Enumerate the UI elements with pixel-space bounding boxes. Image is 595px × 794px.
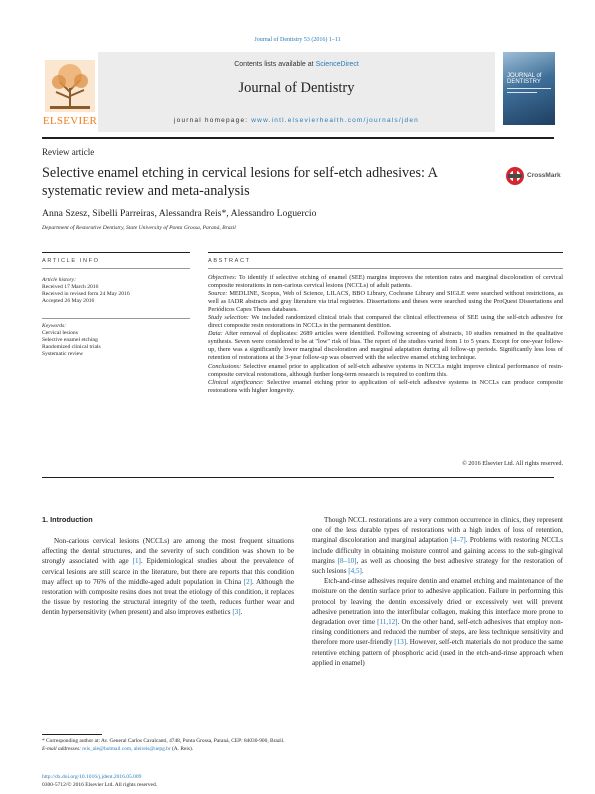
abstract-copyright: © 2016 Elsevier Ltd. All rights reserved. (462, 460, 563, 467)
footnote (42, 738, 294, 753)
corresponding-author: * Corresponding author at: Av. General Carlos Cavalcanti, 4748, Ponta Grossa, Paraná, CEP: 84030-900, Brazil. (42, 738, 285, 744)
abstract-rule (208, 252, 563, 253)
running-header[interactable]: Journal of Dentistry 53 (2016) 1–11 (254, 37, 341, 43)
paragraph-text: . Problems with restoring NCCLs include difficulty in obtaining moisture control and gaining access to the sub-gingival margins (312, 536, 563, 565)
homepage-link[interactable]: www.intl.elsevierhealth.com/journals/jden (251, 117, 419, 124)
paragraph-text: Non-carious cervical lesions (NCCLs) are among the most frequent situations affecting the dental structures, and the severity of such condition was shown to be strongly associated with age (42, 537, 294, 566)
affiliation: Department of Restorative Dentistry, State University of Ponta Grossa, Paraná, Brazil (42, 225, 236, 231)
journal-title: Journal of Dentistry (238, 80, 355, 96)
article-title: Selective enamel etching in cervical lesions for self-etch adhesives: A systematic review and meta-analysis (42, 165, 438, 199)
history-item: Accepted 26 May 2016 (42, 298, 95, 304)
keyword-item: Systematic review (42, 351, 84, 357)
keyword-item: Randomized clinical trials (42, 344, 101, 350)
article-info-subrule (42, 268, 190, 269)
citation-link[interactable]: [3] (232, 608, 241, 617)
citation-link[interactable]: [13] (394, 638, 407, 647)
keyword-item: Cervical lesions (42, 330, 78, 336)
elsevier-logo (42, 58, 98, 131)
journal-homepage (98, 117, 495, 124)
abstract-objectives: Objectives: To identify if selective etching of enamel (SEE) margins improves the retention rates and marginal discoloration of cervical composite restorations in non-carious cervical lesions (NCCLs) of adult patients. (208, 274, 563, 290)
keyword-item: Selective enamel etching (42, 337, 98, 343)
section-heading-introduction: 1. Introduction (42, 515, 93, 524)
crossmark-badge[interactable] (505, 166, 567, 186)
email-links[interactable]: reis_ale@hotmail.com, aleireis@uepg.br (82, 745, 171, 752)
body-paragraph (312, 515, 563, 576)
doi-block (42, 773, 294, 789)
masthead-rule (42, 137, 554, 139)
abstract-conclusions: Conclusions: Selective enamel prior to application of self-etch adhesive systems in NCCLs might improve clinical performance of resin-composite cervical restorations, although further long-term research is required to confirm this. (208, 362, 563, 378)
cover-title: JOURNAL of DENTISTRY (507, 73, 542, 85)
abstract-end-rule (42, 477, 554, 478)
article-info-rule (42, 252, 190, 253)
abstract-body (208, 274, 563, 395)
history-label: Article history: (42, 277, 77, 283)
keywords-label: Keywords: (42, 323, 67, 329)
citation-link[interactable]: [11,12] (377, 618, 398, 627)
abstract-clinical-significance: Clinical significance: Selective enamel etching prior to application of self-etch adhesive systems in NCCLs can produce composite restorations with higher longevity. (208, 378, 563, 394)
citation-link[interactable]: [4,5] (348, 567, 362, 576)
paragraph-text: . On the other hand, self-etch adhesives that employ non-rinsing conditioners and reduced the number of steps, are less technique sensitivity and therefore more user-friendly (312, 618, 563, 647)
contents-line (98, 61, 495, 68)
paragraph-text: Though NCCL restorations are a very common occurrence in clinics, they represent one of the less durable types of restorations with a high index of loss of retention, marginal discoloration and marginal adaptation (312, 516, 563, 545)
paragraph-text: . However, self-etch materials do not produce the same retentive etching pattern of phosphoric acid (used in the etch-and-rinse approach when applied in enamel) (312, 638, 563, 667)
abstract-data: Data: After removal of duplicates: 2689 articles were identified. Following screening of abstracts, 10 studies remained in the qualitative synthesis. Seven were considered to be at "low" risk of bias. The report of the studies varied from 1 to 5 years. Except for one-year follow-up, there was a significantly lower marginal discoloration and marginal adaptation during all follow-up periods. Significantly less loss of retention of restorations at the 3-year follow-up was observed with the selective enamel etching technique. (208, 330, 563, 362)
paragraph-text: , as well as choosing the best adhesive strategy for the restoration of such lesions (312, 556, 564, 576)
keywords (42, 323, 190, 358)
sciencedirect-link[interactable]: ScienceDirect (315, 61, 359, 68)
footnote-rule (42, 734, 102, 735)
crossmark-label: CrossMark (527, 172, 561, 179)
email-line (42, 746, 294, 754)
citation-link[interactable]: [2] (243, 577, 252, 586)
history-item: Received in revised form 24 May 2016 (42, 291, 130, 297)
doi-link[interactable]: http://dx.doi.org/10.1016/j.jdent.2016.05.009 (42, 774, 142, 780)
keywords-rule (42, 318, 190, 319)
article-type: Review article (42, 147, 95, 157)
citation-link[interactable]: [1] (132, 557, 141, 566)
history-item: Received 17 March 2016 (42, 284, 99, 290)
citation-link[interactable]: [4–7] (450, 536, 466, 545)
body-paragraph (312, 576, 563, 668)
homepage-prefix: journal homepage: (174, 117, 249, 124)
body-paragraph (42, 536, 294, 618)
crossmark-icon (505, 166, 525, 186)
contents-prefix: Contents lists available at (234, 61, 314, 68)
abstract-study-selection: Study selection: We included randomized clinical trials that compared the clinical effectiveness of SEE using the self-etch adhesive for direct composite resin restorations in NCCLs in the permanent dentition. (208, 314, 563, 330)
elsevier-wordmark: ELSEVIER (42, 115, 98, 127)
paragraph-text: . Although the restoration with composite resins does not treat the etiology of this condition, it replaces the tissue by restoring the structural integrity of the teeth, reduces further wear and dentin hypersensitivity (when present) and also improves esthetics (42, 577, 294, 617)
email-suffix: (A. Reis). (170, 745, 194, 752)
paragraph-text: . Epidemiological studies about the prevalence of cervical lesions are still scarce in the literature, but there are reports that this condition may affect up to 76% of the middle-aged adult population in China (42, 557, 295, 586)
citation-link[interactable]: [8–10] (337, 556, 357, 565)
body-column-left (42, 536, 294, 618)
issn-line: 0300-5712/© 2016 Elsevier Ltd. All rights reserved. (42, 782, 158, 788)
body-column-right (312, 515, 563, 668)
abstract-subrule (208, 268, 563, 269)
article-info-heading: ARTICLE INFO (42, 258, 100, 264)
paragraph-text: Etch-and-rinse adhesives require dentin and enamel etching and maintenance of the moisture on the dentin surface prior to adhesive application. Failure in performing this protocol by leaving the dentin excessively dried or excessively wet will prevent adhesive penetration into the interfibular collagen, making this interface more prone to degradation over time (312, 577, 563, 627)
paragraph-text: . (240, 608, 243, 617)
article-history (42, 277, 190, 305)
abstract-heading: ABSTRACT (208, 258, 251, 264)
email-label: E-mail addresses: (42, 745, 81, 752)
authors: Anna Szesz, Sibelli Parreiras, Alessandra Reis*, Alessandro Loguercio (42, 208, 317, 219)
abstract-source: Source: MEDLINE, Scopus, Web of Science, LILACS, BBO Library, Cochrane Library and SIGLE were searched without restrictions, as well as IADR abstracts and gray literature via trial registries. Dissertations and theses were searched using the ProQuest Dissertations and Periódicos Capes Theses databases. (208, 290, 563, 314)
paragraph-text: . (361, 567, 364, 576)
journal-cover-thumbnail (503, 52, 555, 125)
